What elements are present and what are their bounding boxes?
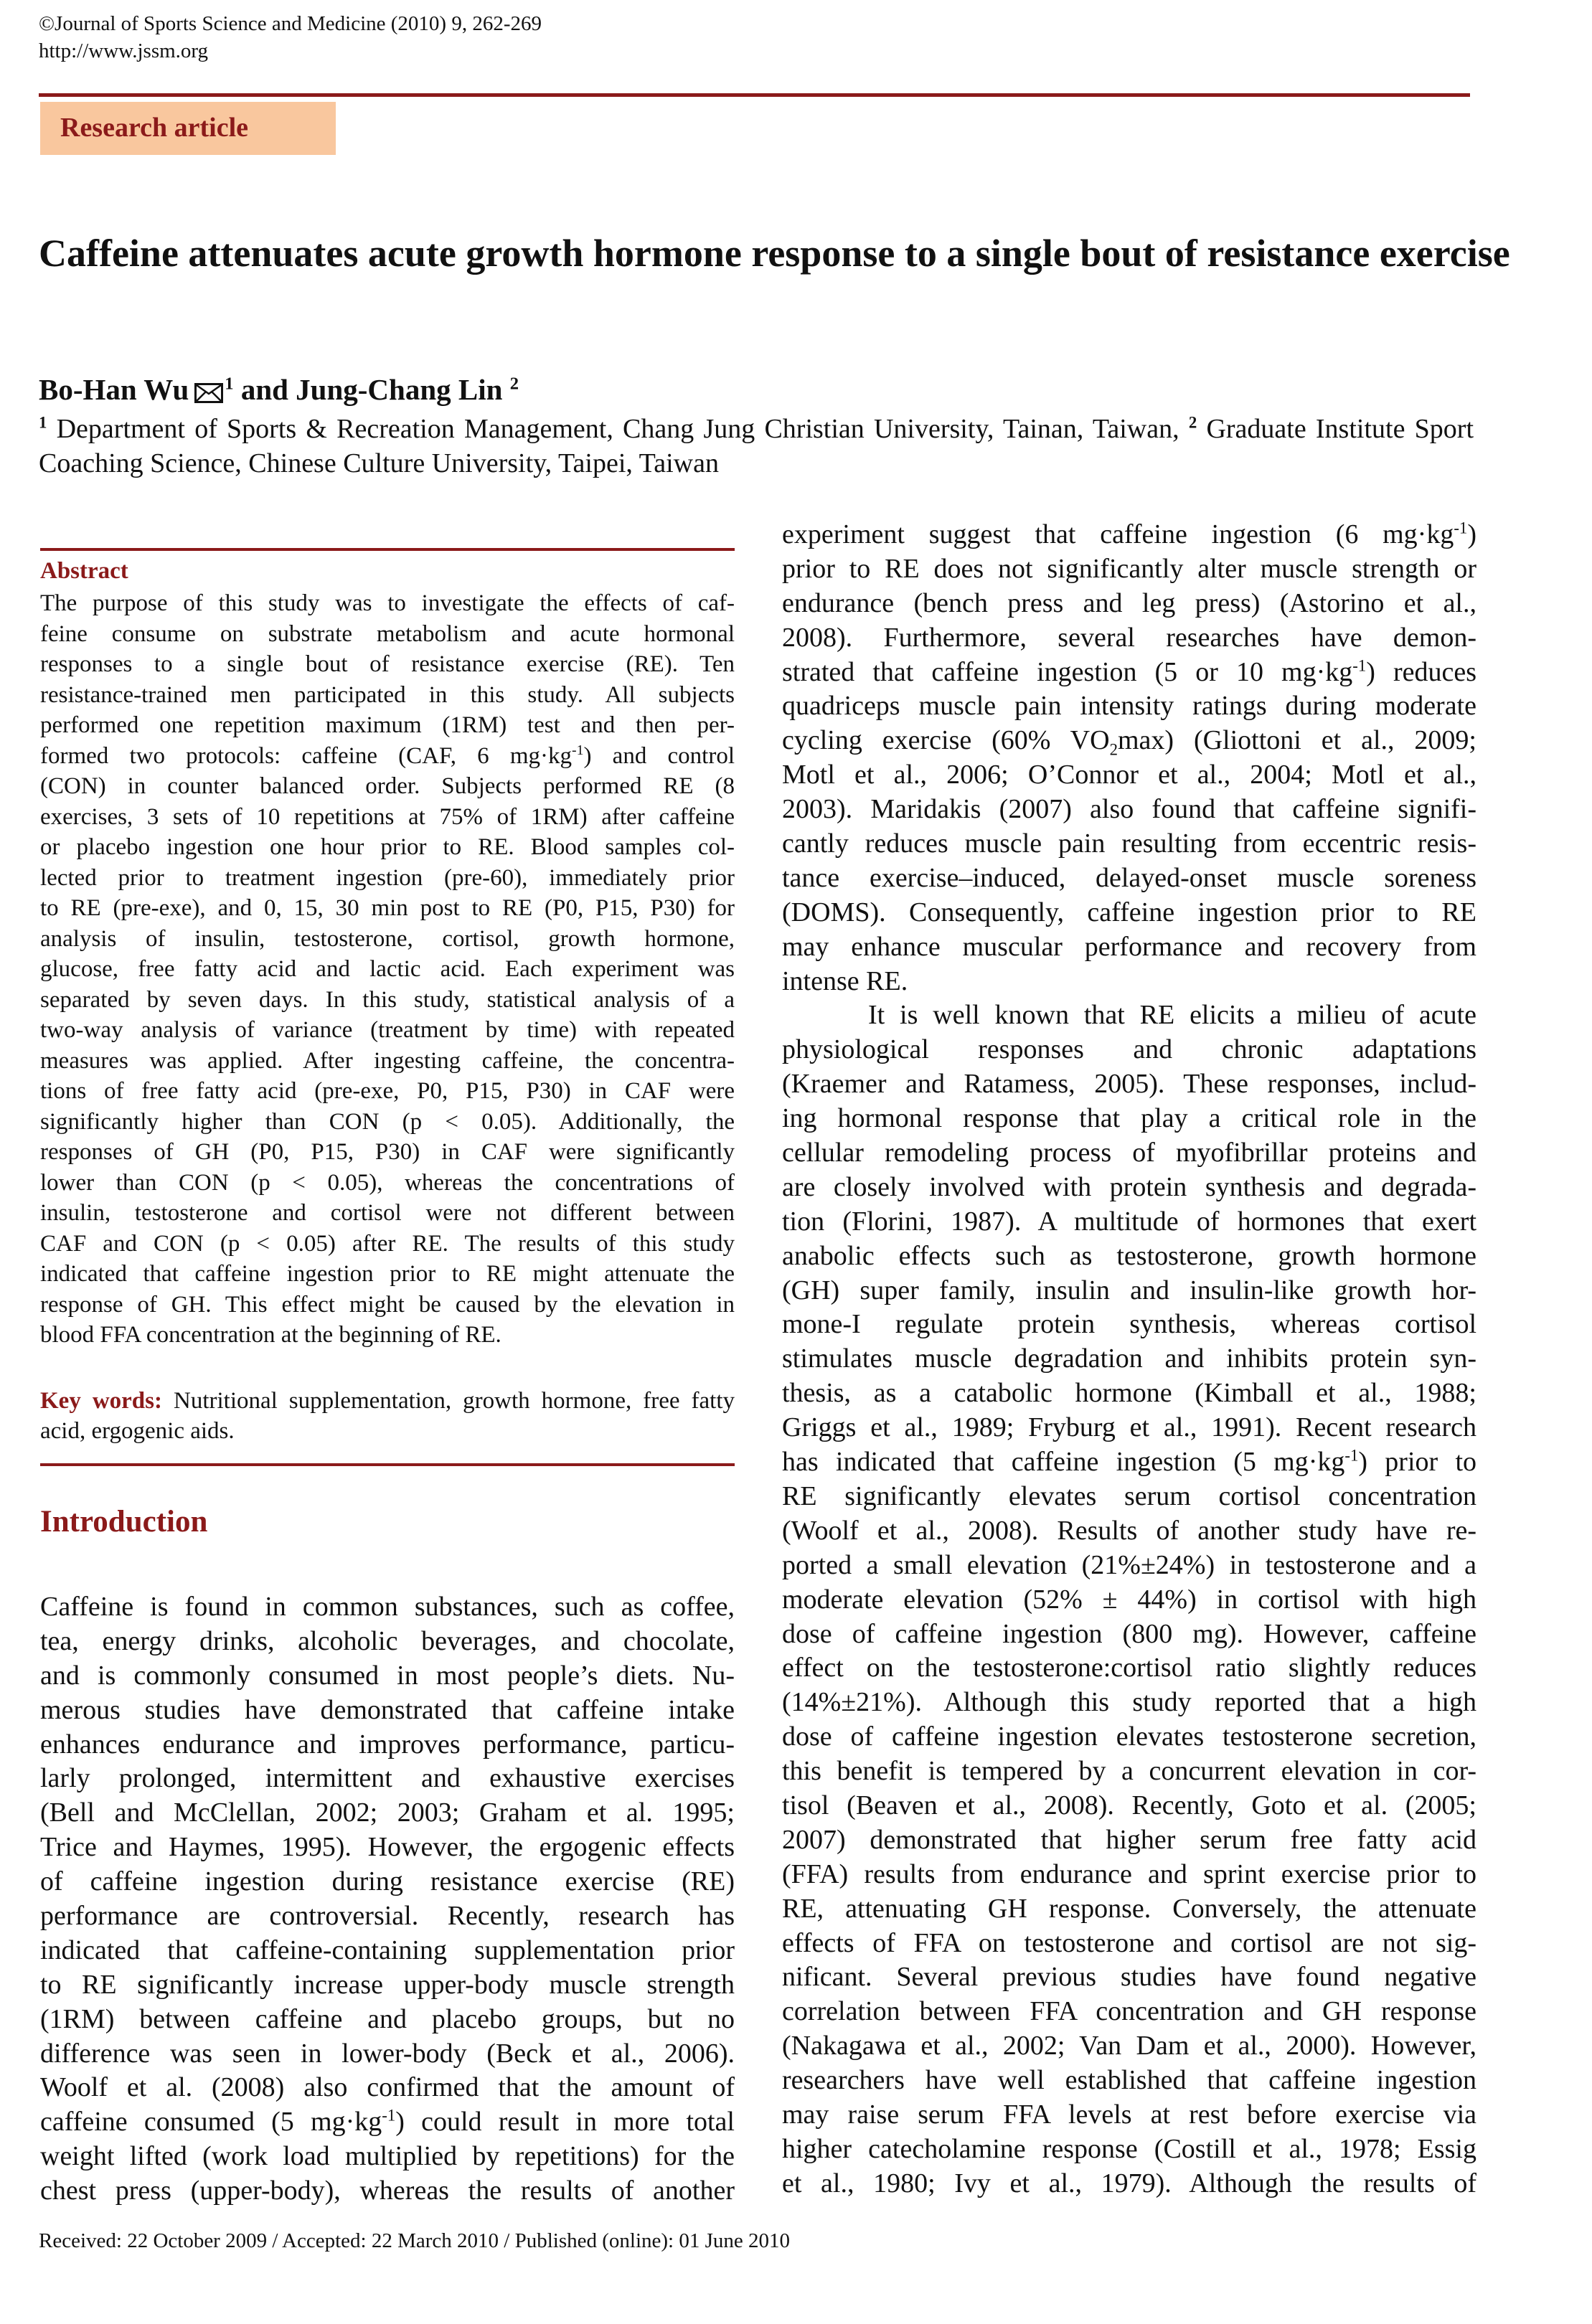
- affiliation-1-mark: 1: [39, 413, 47, 432]
- body-text-line: (Woolf et al., 2008). Results of another study have re-: [782, 1515, 1476, 1546]
- body-text-line: ing hormonal response that play a critical role in the: [782, 1103, 1476, 1134]
- abstract-line: analysis of insulin, testosterone, cortisol, growth hormone,: [40, 925, 735, 952]
- body-text-line: stimulates muscle degradation and inhibits protein syn-: [782, 1343, 1476, 1374]
- body-text-line: chest press (upper-body), whereas the results of another: [40, 2176, 735, 2206]
- body-text-line: merous studies have demonstrated that caffeine intake: [40, 1694, 735, 1725]
- email-envelope-icon[interactable]: [194, 383, 223, 403]
- body-text-line: (FFA) results from endurance and sprint exercise prior to: [782, 1858, 1476, 1889]
- abstract-line: tions of free fatty acid (pre-exe, P0, P15, P30) in CAF were: [40, 1078, 735, 1104]
- body-text-line: are closely involved with protein synthesis and degrada-: [782, 1171, 1476, 1202]
- body-text-line: anabolic effects such as testosterone, growth hormone: [782, 1240, 1476, 1271]
- body-text-line: et al., 1980; Ivy et al., 1979). Although the results of: [782, 2168, 1476, 2198]
- body-text-line: cellular remodeling process of myofibrillar proteins and: [782, 1138, 1476, 1168]
- abstract-line: separated by seven days. In this study, statistical analysis of a: [40, 986, 735, 1013]
- body-text-line: may enhance muscular performance and recovery from: [782, 931, 1476, 962]
- body-text-line: mone-I regulate protein synthesis, whereas cortisol: [782, 1309, 1476, 1340]
- body-text-line: has indicated that caffeine ingestion (5 $mg\cdot kg^{-1}$) prior to: [782, 1446, 1476, 1478]
- keywords-text: Nutritional supplementation, growth hormone, free fatty acid, ergogenic aids.: [40, 1388, 735, 1444]
- abstract-line: measures was applied. After ingesting caffeine, the concentra-: [40, 1047, 735, 1074]
- affiliation-2-mark: 2: [1188, 413, 1197, 432]
- abstract-line: lower than CON (p < 0.05), whereas the concentrations of: [40, 1169, 735, 1196]
- abstract-top-divider: [40, 548, 735, 551]
- article-type-label: Research article: [60, 113, 249, 143]
- body-text-line: (Nakagawa et al., 2002; Van Dam et al., 2000). However,: [782, 2031, 1476, 2061]
- paper-title: Caffeine attenuates acute growth hormone response to a single bout of resistance exercise: [39, 232, 1510, 275]
- body-text-line: cantly reduces muscle pain resulting from eccentric resis-: [782, 828, 1476, 859]
- publication-dates: Received: 22 October 2009 / Accepted: 22 March 2010 / Published (online): 01 June 2010: [39, 2229, 791, 2252]
- abstract-line: insulin, testosterone and cortisol were not different between: [40, 1200, 735, 1226]
- body-text-line: (Kraemer and Ratamess, 2005). These responses, includ-: [782, 1069, 1476, 1100]
- body-text-line: caffeine consumed (5 $mg\cdot kg^{-1}$) could result in more total: [40, 2106, 735, 2138]
- keywords-label: Key words:: [40, 1388, 162, 1414]
- body-text-line: (Bell and McClellan, 2002; 2003; Graham et al. 1995;: [40, 1798, 735, 1828]
- body-text-line: may raise serum FFA levels at rest before exercise via: [782, 2099, 1476, 2130]
- keywords: [40, 1386, 735, 1446]
- body-text-line: dose of caffeine ingestion (800 mg). However, caffeine: [782, 1618, 1476, 1649]
- body-text-line: 2008). Furthermore, several researches have demon-: [782, 622, 1476, 653]
- journal-citation: ©Journal of Sports Science and Medicine (2010) 9, 262-269: [39, 12, 542, 35]
- abstract-line: formed two protocols: caffeine (CAF, 6 $mg\cdot kg^{-1}$) and control: [40, 742, 735, 769]
- body-text-line: larly prolonged, intermittent and exhaustive exercises: [40, 1763, 735, 1794]
- body-text-line: difference was seen in lower-body (Beck et al., 2006).: [40, 2038, 735, 2069]
- abstract-line: glucose, free fatty acid and lactic acid. Each experiment was: [40, 956, 735, 982]
- abstract-line: to RE (pre-exe), and 0, 15, 30 min post to RE (P0, P15, P30) for: [40, 895, 735, 921]
- body-text-line: tance exercise–induced, delayed-onset muscle soreness: [782, 862, 1476, 893]
- body-text-line: Caffeine is found in common substances, such as coffee,: [40, 1592, 735, 1622]
- abstract-line: (CON) in counter balanced order. Subjects performed RE (8: [40, 773, 735, 799]
- body-text-line: (DOMS). Consequently, caffeine ingestion prior to RE: [782, 897, 1476, 927]
- body-text-line: correlation between FFA concentration and GH response: [782, 1996, 1476, 2027]
- body-text-line: strated that caffeine ingestion (5 or 10 $mg\cdot kg^{-1}$) reduces: [782, 656, 1476, 687]
- affiliation-1-text: Department of Sports & Recreation Management, Chang Jung Christian University, Tainan, Taiwan,: [47, 414, 1189, 444]
- body-text-line: higher catecholamine response (Costill et al., 1978; Essig: [782, 2133, 1476, 2164]
- author-2-affiliation-mark: 2: [509, 374, 519, 394]
- abstract-line: resistance-trained men participated in this study. All subjects: [40, 681, 735, 708]
- body-text-line: (GH) super family, insulin and insulin-like growth hor-: [782, 1275, 1476, 1305]
- body-text-line: It is well known that RE elicits a milieu of acute: [868, 1000, 1476, 1031]
- body-text-line: weight lifted (work load multiplied by repetitions) for the: [40, 2141, 735, 2172]
- abstract-bottom-divider: [40, 1463, 735, 1466]
- affiliations: [39, 412, 1474, 481]
- intro-right-column: [782, 518, 1476, 2201]
- body-text-line: RE significantly elevates serum cortisol concentration: [782, 1480, 1476, 1511]
- body-text-line: quadriceps muscle pain intensity ratings during moderate: [782, 691, 1476, 722]
- abstract-line: The purpose of this study was to investigate the effects of caf-: [40, 590, 735, 616]
- abstract-line: lected prior to treatment ingestion (pre-60), immediately prior: [40, 864, 735, 891]
- abstract-line: exercises, 3 sets of 10 repetitions at 75% of 1RM) after caffeine: [40, 803, 735, 830]
- affiliation-2-text: Graduate Institute Sport Coaching Science, Chinese Culture University, Taipei, Taiwan: [39, 414, 1474, 478]
- body-text-line: intense RE.: [782, 965, 908, 996]
- abstract-line: CAF and CON (p < 0.05) after RE. The results of this study: [40, 1230, 735, 1257]
- introduction-heading: Introduction: [40, 1505, 208, 1539]
- body-text-line: cycling exercise (60% $VO_2\max$) (Gliottoni et al., 2009;: [782, 725, 1476, 759]
- body-text-line: this benefit is tempered by a concurrent elevation in cor-: [782, 1756, 1476, 1787]
- body-text-line: nificant. Several previous studies have found negative: [782, 1962, 1476, 1993]
- body-text-line: (14%±21%). Although this study reported that a high: [782, 1687, 1476, 1718]
- abstract-line: response of GH. This effect might be caused by the elevation in: [40, 1291, 735, 1318]
- body-text-line: and is commonly consumed in most people’s diets. Nu-: [40, 1660, 735, 1691]
- body-text-line: physiological responses and chronic adaptations: [782, 1034, 1476, 1065]
- body-text-line: experiment suggest that caffeine ingestion (6 $mg\cdot kg^{-1}$): [782, 519, 1476, 549]
- body-text-line: Griggs et al., 1989; Fryburg et al., 1991). Recent research: [782, 1412, 1476, 1443]
- abstract-line: feine consume on substrate metabolism and acute hormonal: [40, 620, 735, 647]
- body-text-line: researchers have well established that caffeine ingestion: [782, 2065, 1476, 2096]
- abstract-line: responses of GH (P0, P15, P30) in CAF were significantly: [40, 1139, 735, 1165]
- body-text-line: 2007) demonstrated that higher serum free fatty acid: [782, 1824, 1476, 1855]
- abstract-heading: Abstract: [40, 558, 128, 584]
- body-text-line: tion (Florini, 1987). A multitude of hormones that exert: [782, 1206, 1476, 1237]
- abstract-line: performed one repetition maximum (1RM) test and then per-: [40, 712, 735, 738]
- body-text-line: Motl et al., 2006; O’Connor et al., 2004; Motl et al.,: [782, 760, 1476, 790]
- abstract-line: responses to a single bout of resistance exercise (RE). Ten: [40, 651, 735, 677]
- abstract-line: two-way analysis of variance (treatment by time) with repeated: [40, 1017, 735, 1043]
- body-text-line: indicated that caffeine-containing supplementation prior: [40, 1935, 735, 1965]
- body-text-line: ported a small elevation (21%±24%) in testosterone and a: [782, 1549, 1476, 1580]
- body-text-line: performance are controversial. Recently, research has: [40, 1901, 735, 1932]
- author-1-name: Bo-Han Wu: [39, 373, 189, 406]
- abstract-line: significantly higher than CON (p < 0.05). Additionally, the: [40, 1108, 735, 1135]
- body-text-line: moderate elevation (52% ± 44%) in cortisol with high: [782, 1584, 1476, 1615]
- body-text-line: prior to RE does not significantly alter muscle strength or: [782, 553, 1476, 584]
- body-text-line: of caffeine ingestion during resistance exercise (RE): [40, 1866, 735, 1897]
- body-text-line: endurance (bench press and leg press) (Astorino et al.,: [782, 587, 1476, 618]
- body-text-line: effect on the testosterone:cortisol ratio slightly reduces: [782, 1653, 1476, 1683]
- author-list: [39, 372, 519, 407]
- body-text-line: RE, attenuating GH response. Conversely, the attenuate: [782, 1893, 1476, 1924]
- journal-url[interactable]: http://www.jssm.org: [39, 39, 209, 62]
- body-text-line: effects of FFA on testosterone and cortisol are not sig-: [782, 1927, 1476, 1958]
- body-text-line: 2003). Maridakis (2007) also found that caffeine signifi-: [782, 794, 1476, 825]
- body-text-line: (1RM) between caffeine and placebo groups, but no: [40, 2003, 735, 2034]
- author-1-affiliation-mark: 1: [225, 374, 234, 394]
- body-text-line: enhances endurance and improves performance, particu-: [40, 1729, 735, 1759]
- header-divider: [39, 93, 1470, 97]
- author-2-name: and Jung-Chang Lin: [233, 373, 510, 406]
- abstract-line: indicated that caffeine ingestion prior to RE might attenuate the: [40, 1261, 735, 1287]
- abstract-line: or placebo ingestion one hour prior to RE. Blood samples col-: [40, 834, 735, 860]
- body-text-line: Trice and Haymes, 1995). However, the ergogenic effects: [40, 1832, 735, 1863]
- abstract-line: blood FFA concentration at the beginning of RE.: [40, 1322, 501, 1348]
- body-text-line: to RE significantly increase upper-body muscle strength: [40, 1969, 735, 2000]
- body-text-line: dose of caffeine ingestion elevates testosterone secretion,: [782, 1721, 1476, 1752]
- body-text-line: tea, energy drinks, alcoholic beverages, and chocolate,: [40, 1625, 735, 1656]
- intro-left-column: [40, 1590, 735, 2209]
- body-text-line: Woolf et al. (2008) also confirmed that the amount of: [40, 2072, 735, 2103]
- body-text-line: tisol (Beaven et al., 2008). Recently, Goto et al. (2005;: [782, 1790, 1476, 1820]
- body-text-line: thesis, as a catabolic hormone (Kimball et al., 1988;: [782, 1378, 1476, 1409]
- article-type-badge: [40, 102, 336, 155]
